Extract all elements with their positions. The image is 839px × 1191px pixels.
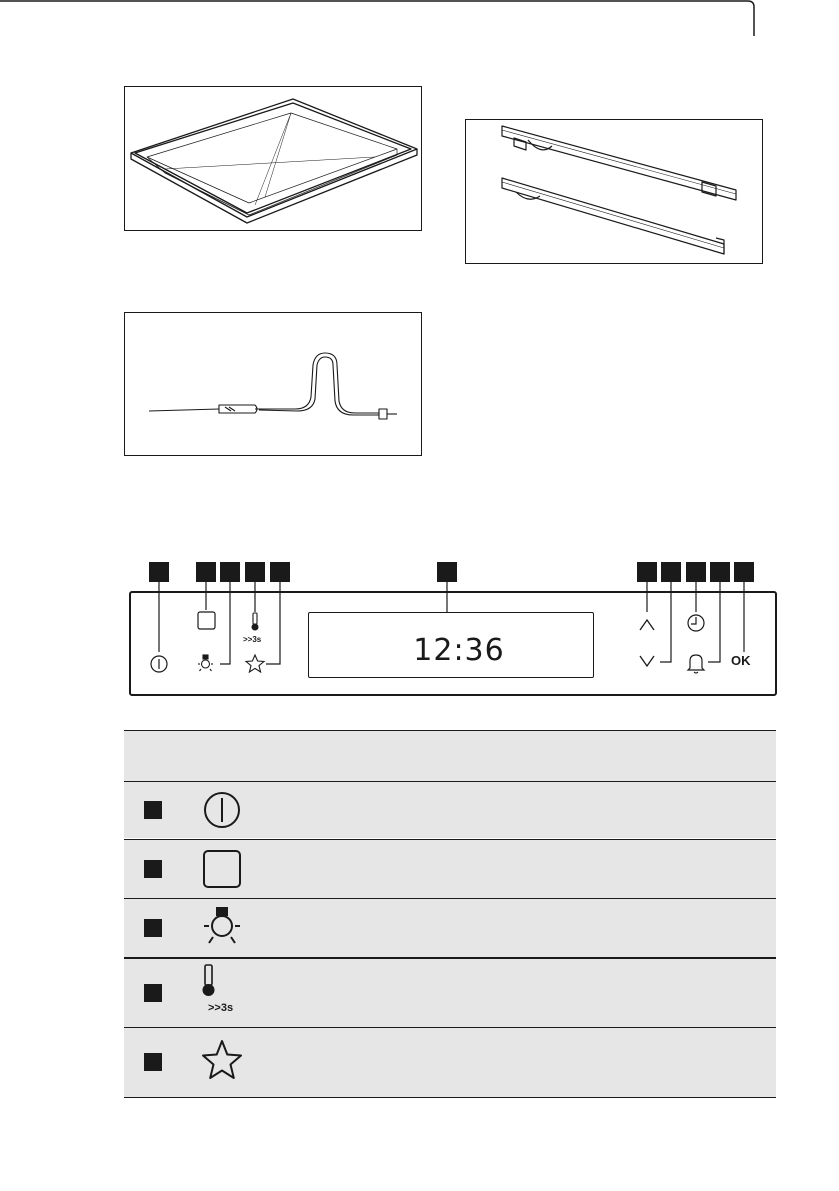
- star-icon: [196, 1036, 252, 1086]
- controls-table: [124, 730, 776, 1098]
- table-row: [124, 1028, 776, 1097]
- power-icon[interactable]: [151, 656, 167, 672]
- thermometer-sub-label: >>3s: [243, 635, 262, 644]
- light-icon[interactable]: [198, 655, 213, 671]
- table-row: [124, 782, 776, 838]
- row-callout-4: [144, 984, 162, 1002]
- square-icon: [196, 844, 252, 894]
- row-callout-2: [144, 860, 162, 878]
- chevron-up-icon[interactable]: [640, 620, 654, 630]
- chevron-down-icon[interactable]: [640, 656, 654, 666]
- clock-icon[interactable]: [688, 615, 704, 631]
- display-time: 12:36: [413, 633, 505, 668]
- square-icon[interactable]: [198, 612, 215, 629]
- table-row: [124, 959, 776, 1027]
- thermometer-icon[interactable]: [252, 613, 259, 631]
- table-header-row: [124, 731, 776, 781]
- panel-display: [308, 612, 594, 678]
- bell-icon[interactable]: [688, 655, 704, 673]
- table-bottom-rule: [124, 1097, 776, 1098]
- power-icon: [196, 785, 252, 835]
- star-icon[interactable]: [246, 655, 264, 672]
- row-callout-5: [144, 1053, 162, 1071]
- ok-button[interactable]: OK: [731, 653, 751, 668]
- table-row: [124, 840, 776, 898]
- table-row: [124, 899, 776, 957]
- light-icon: [196, 903, 252, 953]
- row-callout-1: [144, 801, 162, 819]
- row-callout-3: [144, 919, 162, 937]
- thermometer-sub-label: >>3s: [208, 1002, 234, 1014]
